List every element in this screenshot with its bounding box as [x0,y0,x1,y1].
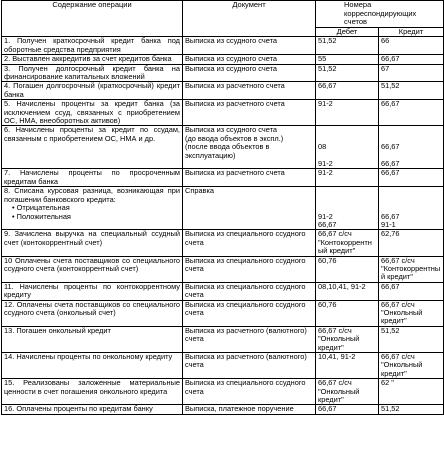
bullet-icon: • [12,211,17,221]
debit-cell [316,230,379,256]
header-accounts: Номера корреспондирующих счетов [316,1,444,28]
credit-cell-text: 51,52 [381,81,400,91]
header-row [2,1,444,28]
credit-cell-text: 62 " [381,378,394,388]
operations-table [1,0,444,415]
debit-cell [316,300,379,326]
operation-cell [2,64,183,82]
document-cell [183,353,316,379]
operation-text: 3. Получен долгосрочный кредит банка на финансирование капитальных вложений [4,63,180,81]
operation-text: 5. Начислены проценты за кредит банка (за исключением ссуд, связанных с приобретением ОС, НМА, внеоборотных активов) [4,99,180,126]
debit-cell-text: 66,67 с/сч "Контокоррентный кредит" [318,229,372,256]
debit-cell [316,326,379,352]
document-cell [183,405,316,414]
credit-cell-text: 66,67 [381,281,400,291]
debit-cell-text: 51,52 [318,36,337,46]
operation-text: 14. Начислены проценты по онкольному кредиту [4,352,173,361]
operation-cell [2,230,183,256]
operation-cell [2,169,183,187]
operation-cell [2,37,183,55]
debit-cell-text: 51,52 [318,63,337,73]
operation-text: 8. Списана курсовая разница, возникающая при погашении банковского кредита: [4,186,180,204]
debit-cell [316,353,379,379]
debit-cell [316,55,379,64]
operation-cell [2,353,183,379]
credit-cell-text: 66,67 [381,54,400,64]
credit-cell [379,282,444,300]
debit-cell-text: 66,67 [318,404,337,414]
document-cell-text: Выписка из расчетного счета [185,81,285,91]
credit-cell-text: 67 [381,63,390,73]
table-row [2,187,444,230]
table-row [2,37,444,55]
operation-text: 2. Выставлен аккредитив за счет кредитов банка [4,54,172,64]
credit-cell [379,64,444,82]
credit-cell [379,353,444,379]
debit-cell-text: 66,67 с/сч "Онкольный кредит" [318,325,362,352]
document-cell-text: Выписка из ссудного счета [185,36,277,46]
operation-cell [2,126,183,169]
document-cell-text: Выписка из специального ссудного счета [185,299,308,317]
document-cell-text: Выписка из ссудного счета (до ввода объектов в экспл.) (после ввода объектов в эксплуатацию) [185,125,284,160]
debit-cell [316,282,379,300]
operation-subitem [4,213,180,221]
document-cell-text: Выписка из специального ссудного счета [185,255,308,273]
operation-cell [2,405,183,414]
credit-cell-text: 66,67 66,67 [381,142,400,169]
debit-cell [316,82,379,100]
table-row [2,169,444,187]
credit-cell-text: 66,67 с/сч "Онкольный кредит" [381,352,425,378]
header-credit: Кредит [379,27,444,37]
table-row [2,230,444,256]
operation-text: 15. Реализованы заложенные материальные ценности в счет погашения онкольного кредита [4,378,180,396]
credit-cell [379,82,444,100]
document-cell-text: Справка [185,186,214,196]
credit-cell [379,169,444,187]
document-cell-text: Выписка из специального ссудного счета [185,229,308,247]
document-cell-text: Выписка из специального ссудного счета [185,378,308,396]
table-row [2,379,444,405]
subitem-label: Положительная [16,211,71,221]
header-operation: Содержание операции [2,1,183,37]
document-cell [183,82,316,100]
credit-cell [379,37,444,55]
debit-cell [316,379,379,405]
operation-text: 12. Оплачены счета поставщиков со специального ссудного счета (онкольный счет) [4,299,180,317]
credit-cell [379,379,444,405]
credit-cell-text: 66,67 с/сч "Онкольный кредит" [381,299,425,326]
document-cell [183,256,316,282]
document-cell-text: Выписка, платежное поручение [185,404,294,414]
operation-text: 9. Зачислена выручка на специальный ссудный счет (контокоррентный счет) [4,229,180,247]
operation-cell [2,187,183,230]
debit-cell-text: 10,41, 91-2 [318,352,356,361]
operation-text: 10 Оплачены счета поставщиков со специального ссудного счета (контокоррентный счет) [4,255,180,273]
credit-cell-text: 62,76 [381,229,400,239]
credit-cell [379,187,444,230]
debit-cell-text: 08 91-2 [318,142,333,169]
credit-cell-text: 66 [381,36,390,46]
credit-cell-text: 51,52 [381,404,400,414]
credit-cell-text: 66,67 [381,168,400,178]
document-cell [183,282,316,300]
operation-text: 13. Погашен онкольный кредит [4,325,111,335]
header-document: Документ [183,1,316,37]
debit-cell-text: 66,67 [318,81,337,91]
credit-cell [379,55,444,64]
header-debit: Дебет [316,27,379,37]
credit-cell [379,230,444,256]
document-cell [183,37,316,55]
table-row [2,405,444,414]
debit-cell [316,405,379,414]
document-cell-text: Выписка из расчетного счета [185,99,285,109]
operation-cell [2,100,183,126]
operation-cell [2,379,183,405]
operation-cell [2,82,183,100]
document-cell [183,55,316,64]
debit-cell-text: 60,76 [318,299,337,309]
operation-text: 6. Начислены проценты за кредит по ссудам, связанным с приобретением ОС, НМА и др. [4,125,180,143]
table-row [2,256,444,282]
document-cell-text: Выписка из ссудного счета [185,54,277,64]
table-row [2,64,444,82]
debit-cell [316,256,379,282]
document-cell [183,169,316,187]
document-cell-text: Выписка из расчетного счета [185,168,285,178]
operation-text: 4. Погашен долгосрочный (краткосрочный) кредит банка [4,81,180,99]
debit-cell-text: 91-2 66,67 [318,211,337,229]
table-row [2,82,444,100]
credit-cell-text: 51,52 [381,325,400,335]
table-row [2,326,444,352]
operation-cell [2,282,183,300]
debit-cell [316,126,379,169]
document-cell [183,187,316,230]
debit-cell [316,187,379,230]
bullet-icon: • [12,203,17,213]
credit-cell [379,326,444,352]
credit-cell [379,405,444,414]
table-row [2,353,444,379]
operation-text: 7. Начислены проценты по просроченным кредитам банка [4,168,180,186]
document-cell [183,100,316,126]
table-row [2,126,444,169]
debit-cell [316,169,379,187]
table-row [2,300,444,326]
document-cell [183,126,316,169]
debit-cell-text: 60,76 [318,255,337,265]
credit-cell [379,126,444,169]
document-cell [183,326,316,352]
table-row [2,282,444,300]
operation-cell [2,256,183,282]
document-cell [183,230,316,256]
credit-cell-text: 66,67 91-1 [381,211,400,229]
subitem-label: Отрицательная [16,203,70,213]
operation-cell [2,326,183,352]
debit-cell-text: 66,67 с/сч "Онкольный кредит" [318,378,362,405]
table-row [2,100,444,126]
debit-cell [316,37,379,55]
operation-text: 16. Оплачены проценты по кредитам банку [4,404,153,414]
document-cell-text: Выписка из расчетного (валютного) счета [185,352,309,370]
debit-cell-text: 91-2 [318,99,333,109]
debit-cell [316,100,379,126]
credit-cell-text: 66,67 с/сч "Контокоррентный кредит" [381,255,441,282]
operation-text: 11. Начислены проценты по контокоррентному кредиту [4,281,180,300]
document-cell-text: Выписка из расчетного (валютного) счета [185,325,309,344]
credit-cell [379,300,444,326]
debit-cell-text: 55 [318,54,327,64]
credit-cell-text: 66,67 [381,99,400,109]
operation-cell [2,300,183,326]
debit-cell-text: 91-2 [318,168,333,178]
credit-cell [379,100,444,126]
document-cell [183,300,316,326]
operation-text: 1. Получен краткосрочный кредит банка под оборотные средства предприятия [4,36,180,54]
document-cell-text: Выписка из ссудного счета [185,63,277,73]
debit-cell [316,64,379,82]
debit-cell-text: 08,10,41, 91-2 [318,281,366,291]
document-cell-text: Выписка из специального ссудного счета [185,281,308,300]
credit-cell [379,256,444,282]
document-cell [183,379,316,405]
document-cell [183,64,316,82]
